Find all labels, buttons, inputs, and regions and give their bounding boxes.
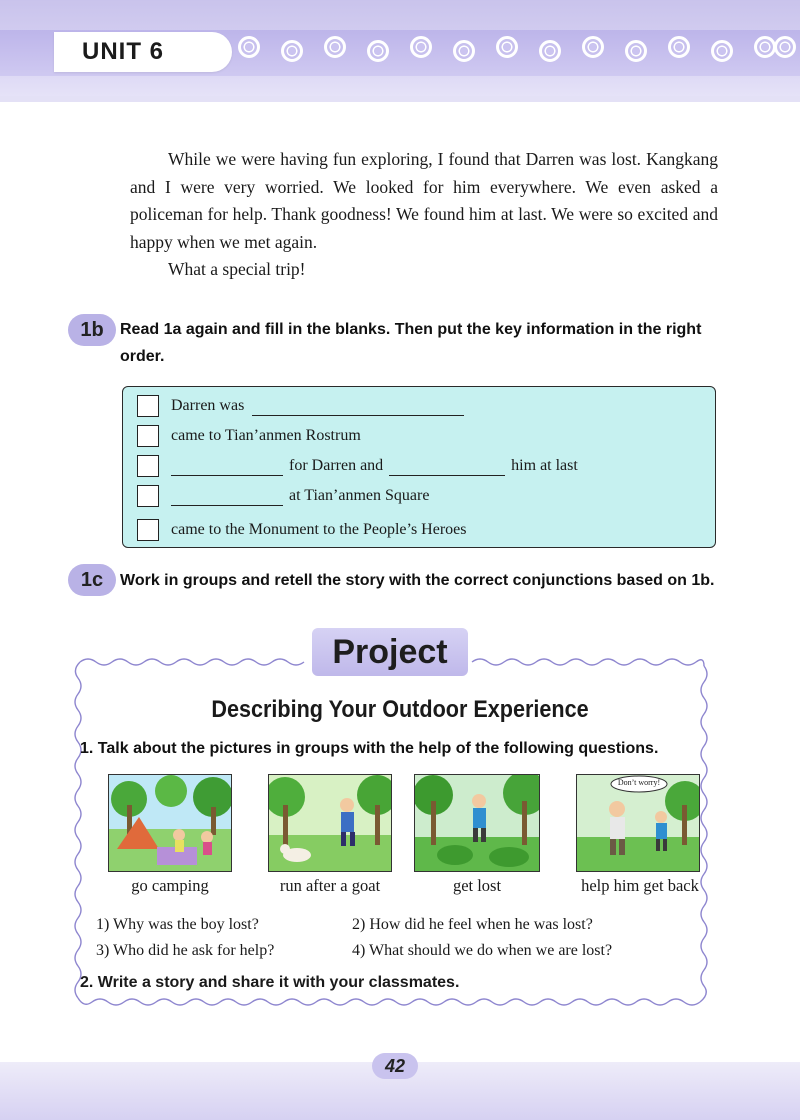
task-badge-1c: 1c <box>68 564 116 596</box>
ring-decoration <box>774 36 796 58</box>
ring-decoration <box>324 36 346 58</box>
page-number: 42 <box>372 1053 418 1079</box>
fill-row <box>137 453 578 479</box>
speech-bubble-text: Don’t worry! <box>617 778 661 787</box>
fill-row <box>137 483 429 509</box>
goat-picture <box>268 774 392 872</box>
answer-blank[interactable] <box>252 397 464 416</box>
help-picture <box>576 774 700 872</box>
fill-row-text: him at last <box>511 457 578 474</box>
unit-label: UNIT 6 <box>82 38 165 65</box>
discussion-question: 2) How did he feel when he was lost? <box>352 916 593 933</box>
passage-paragraph: What a special trip! <box>168 259 306 279</box>
order-checkbox[interactable] <box>137 485 159 507</box>
ring-decoration <box>281 40 303 62</box>
answer-blank[interactable] <box>171 457 283 476</box>
ring-decoration <box>625 40 647 62</box>
task-1c-instruction: Work in groups and retell the story with the correct conjunctions based on 1b. <box>120 572 715 589</box>
project-question-1: 1. Talk about the pictures in groups with the help of the following questions. <box>80 740 659 757</box>
reading-passage <box>130 146 718 284</box>
lost-picture <box>414 774 540 872</box>
passage-paragraph: While we were having fun exploring, I found that Darren was lost. Kangkang and I were very worried. We looked for him everywhere. We even asked a policeman for help. Thank goodness! We found him at last. We were so excited and happy when we met again. <box>130 149 718 252</box>
picture-caption: run after a goat <box>279 876 381 895</box>
answer-blank[interactable] <box>171 487 283 506</box>
discussion-question: 1) Why was the boy lost? <box>96 916 259 933</box>
project-title: Project <box>312 628 468 676</box>
ring-decoration <box>410 36 432 58</box>
ring-decoration <box>539 40 561 62</box>
task-1b-instruction: Read 1a again and fill in the blanks. Then put the key information in the right order. <box>120 321 702 365</box>
ring-decoration <box>711 40 733 62</box>
order-checkbox[interactable] <box>137 519 159 541</box>
task-badge-1b: 1b <box>68 314 116 346</box>
ring-decoration <box>754 36 776 58</box>
project-heading: Describing Your Outdoor Experience <box>211 696 589 723</box>
picture-caption: go camping <box>131 876 209 895</box>
fill-row <box>137 393 470 419</box>
answer-blank[interactable] <box>389 457 505 476</box>
fill-row-text: Darren was <box>171 397 245 414</box>
ring-decoration <box>453 40 475 62</box>
ring-decoration <box>668 36 690 58</box>
fill-row <box>137 517 466 543</box>
picture-caption: get lost <box>452 876 502 895</box>
project-question-2: 2. Write a story and share it with your classmates. <box>80 974 460 991</box>
order-checkbox[interactable] <box>137 395 159 417</box>
discussion-question: 4) What should we do when we are lost? <box>352 942 613 959</box>
discussion-question: 3) Who did he ask for help? <box>96 942 275 959</box>
ring-decoration <box>496 36 518 58</box>
fill-in-box <box>122 386 716 548</box>
fill-row-text: for Darren and <box>289 457 384 474</box>
picture-caption: help him get back <box>581 876 699 895</box>
order-checkbox[interactable] <box>137 455 159 477</box>
order-checkbox[interactable] <box>137 425 159 447</box>
ring-decoration <box>238 36 260 58</box>
fill-row-text: came to the Monument to the People’s Heroes <box>171 521 467 538</box>
fill-row-text: came to Tian’anmen Rostrum <box>171 427 361 444</box>
header-divider <box>0 96 800 102</box>
camping-picture <box>108 774 232 872</box>
fill-row-text: at Tian’anmen Square <box>289 487 430 504</box>
ring-decoration <box>367 40 389 62</box>
fill-row <box>137 423 361 449</box>
ring-decoration <box>582 36 604 58</box>
